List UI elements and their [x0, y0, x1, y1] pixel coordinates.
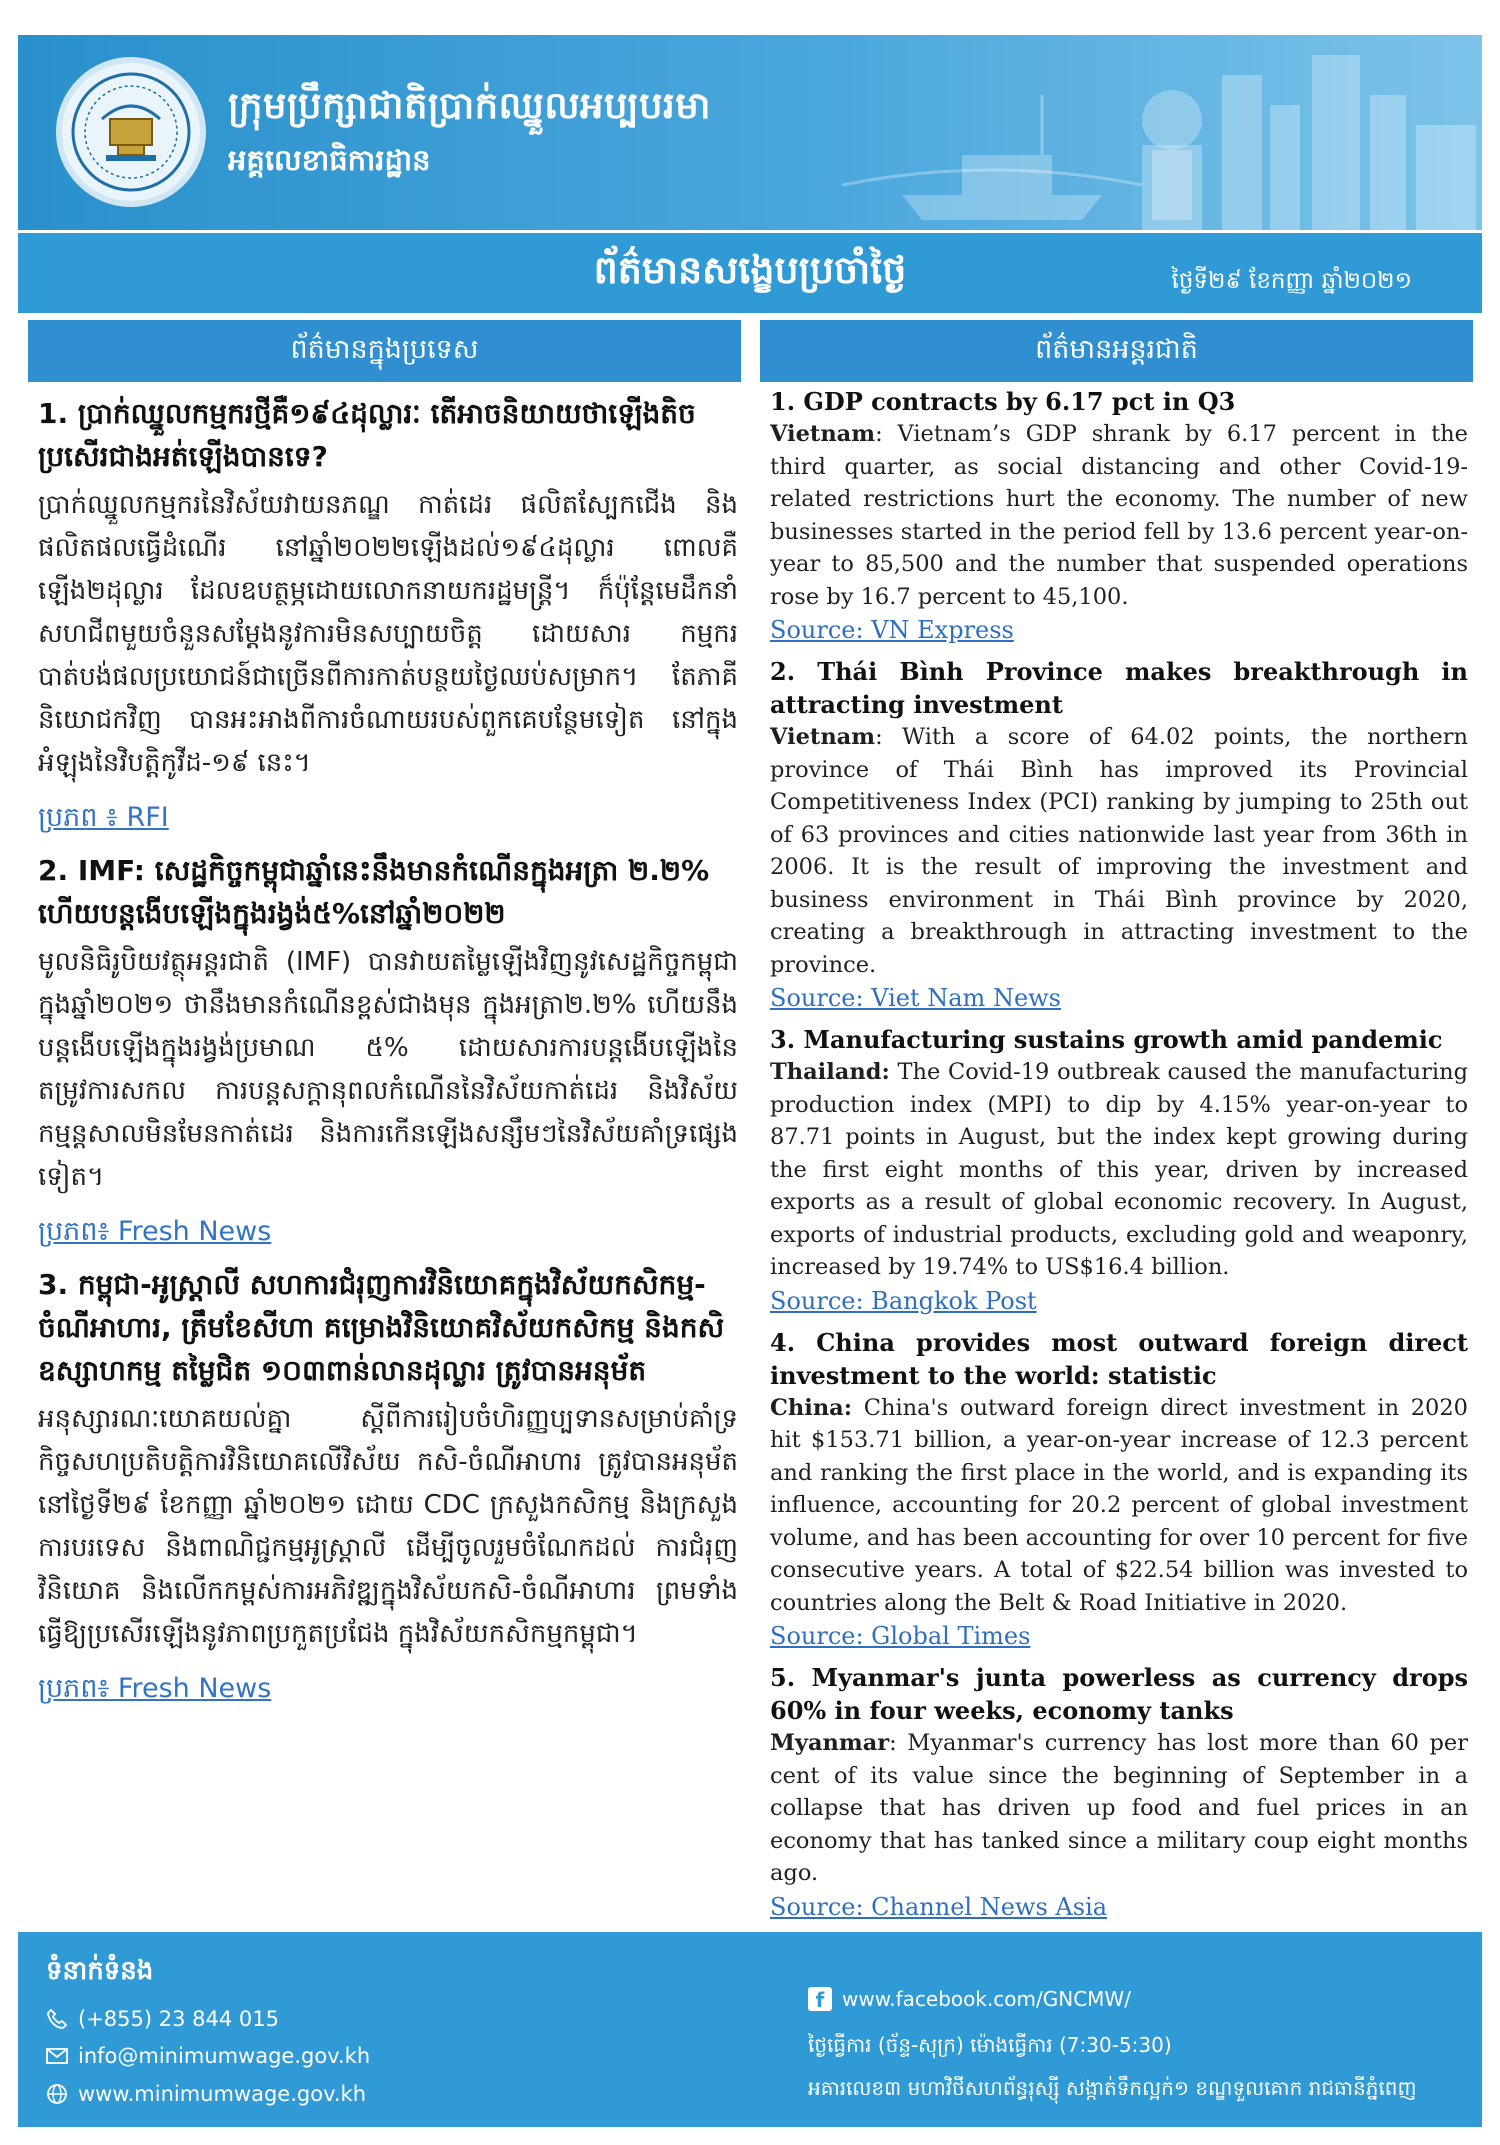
intl-news-country: Vietnam — [770, 724, 876, 750]
intl-news-item — [770, 1661, 1468, 1924]
organization-name: ក្រុមប្រឹក្សាជាតិប្រាក់ឈ្នួលអប្បបរមា — [228, 83, 712, 127]
office-address: អគារលេខ៣ មហាវិថីសហព័ន្ធរុស្ស៊ី សង្កាត់ទឹកល្អក់១ ខណ្ឌទួលគោក រាជធានីភ្នំពេញ — [808, 2076, 1417, 2100]
local-news-heading: ព័ត៌មានក្នុងប្រទេស — [28, 320, 741, 382]
phone-number: (+855) 23 844 015 — [78, 2007, 279, 2031]
intl-news-text: The Covid-19 outbreak caused the manufacturing production index (MPI) to dip by 4.15% year-on-year to 87.71 points in August, but the index kept growing during the first eight months of this year, driven by increased exports as a result of global economic recovery. In August, exports of industrial products, excluding gold and weaponry, increased by 19.74% to US$16.4 billion. — [770, 1059, 1468, 1280]
intl-news-country: Vietnam — [770, 421, 876, 447]
intl-news-body — [770, 418, 1468, 613]
intl-news-title: 5. Myanmar's junta powerless as currency drops 60% in four weeks, economy tanks — [770, 1663, 1468, 1725]
intl-news-title: 4. China provides most outward foreign direct investment to the world: statistic — [770, 1327, 1468, 1390]
phone-contact[interactable] — [46, 2007, 279, 2031]
intl-news-item — [770, 1023, 1468, 1318]
intl-news-item — [770, 385, 1468, 647]
facebook-contact[interactable] — [808, 1987, 1131, 2011]
intl-news-body — [770, 1392, 1468, 1620]
email-address: info@minimumwage.gov.kh — [78, 2044, 371, 2068]
mail-icon — [46, 2047, 68, 2065]
local-news-title: 3. កម្ពុជា-អូស្ត្រាលី សហការជំរុញការវិនិយោគក្នុងវិស័យកសិកម្ម-ចំណីអាហារ, ត្រឹមខែសីហា គម្រោងវិនិយោគវិស័យកសិកម្ម និងកសិឧស្សាហកម្ម តម្លៃជិត ១០៣ពាន់លានដុល្លារ ត្រូវបានអនុម័ត — [38, 1268, 725, 1387]
email-contact[interactable] — [46, 2044, 370, 2068]
intl-news-text: China's outward foreign direct investment in 2020 hit $153.71 billion, a year-on-year increase of 12.3 percent and ranking the first place in the world, and is expanding its influence, accounting for 20.2 percent of global investment volume, and has been accounting for over 10 percent for five consecutive years. A total of $22.54 billion was invested to countries along the Belt & Road Initiative in 2020. — [770, 1394, 1468, 1616]
intl-news-text: : Myanmar's currency has lost more than 60 per cent of its value since the beginning of September in a collapse that has driven up food and fuel prices in an economy that has tanked since a military coup eight months ago. — [770, 1730, 1468, 1886]
intl-news-body — [770, 1056, 1468, 1284]
document-title: ព័ត៌មានសង្ខេបប្រចាំថ្ងៃ — [593, 247, 907, 292]
intl-news-country: Thailand: — [770, 1059, 890, 1085]
globe-icon — [46, 2083, 68, 2105]
intl-news-text: : With a score of 64.02 points, the northern province of Thái Bình has improved its Provincial Competitiveness Index (PCI) ranking by jumping to 25th out of 63 provinces and cities nationwide last year from 36th in 2006. It is the result of improving the investment and business environment in Thái Bình province by 2020, creating a breakthrough in attracting investment to the province. — [770, 724, 1468, 978]
intl-news-source-link[interactable]: Source: Global Times — [770, 1622, 1031, 1650]
local-news-source-link[interactable]: ប្រភព៖ Fresh News — [38, 1673, 272, 1704]
intl-news-source-link[interactable]: Source: Channel News Asia — [770, 1892, 1108, 1921]
phone-icon — [46, 2008, 68, 2030]
international-news-column — [770, 385, 1468, 1930]
intl-news-item — [770, 1326, 1468, 1654]
local-news-item — [38, 392, 738, 839]
intl-news-title: 3. Manufacturing sustains growth amid pandemic — [770, 1025, 1443, 1054]
intl-news-country: Myanmar — [770, 1730, 890, 1756]
working-hours: ថ្ងៃធ្វើការ (ច័ន្ទ-សុក្រ) ម៉ោងធ្វើការ (7:30-5:30) — [808, 2033, 1172, 2057]
local-news-item — [38, 1263, 738, 1710]
council-logo — [56, 57, 206, 207]
local-news-body: ប្រាក់ឈ្នួលកម្មករនៃវិស័យវាយនភណ្ឌ កាត់ដេរ ផលិតស្បែកជើង និងផលិតផលធ្វើដំណើរ នៅឆ្នាំ២០២២ឡើងដល់១៩៤ដុល្លារ ពោលគឺឡើង២ដុល្លារ ដែលឧបត្ថម្ភដោយលោកនាយករដ្ឋមន្ត្រី។ ក៏ប៉ុន្តែមេដឹកនាំសហជីពមួយចំនួនសម្តែងនូវការមិនសប្បាយចិត្ត ដោយសារ កម្មករបាត់បង់ផលប្រយោជន៍ជាច្រើនពីការកាត់បន្ថយថ្ងៃឈប់សម្រាក។ តែភាគីនិយោជកវិញ បានអះអាងពីការចំណាយរបស់ពួកគេបន្ថែមទៀត នៅក្នុងអំឡុងនៃវិបត្តិកូវីដ-១៩ នេះ។ — [38, 490, 738, 778]
local-news-title: 2. IMF: សេដ្ឋកិច្ចកម្ពុជាឆ្នាំនេះនឹងមានកំណើនក្នុងអត្រា ២.២% ហើយបន្តងើបឡើងក្នុងរង្វង់៥%នៅឆ្នាំ២០២២ — [38, 854, 710, 930]
document-date: ថ្ងៃទី២៩ ខែកញ្ញា ឆ្នាំ២០២១ — [1171, 268, 1412, 294]
intl-news-title: 1. GDP contracts by 6.17 pct in Q3 — [770, 387, 1236, 416]
local-news-item — [38, 849, 738, 1253]
header-banner — [18, 35, 1482, 230]
intl-news-source-link[interactable]: Source: Viet Nam News — [770, 984, 1061, 1012]
international-news-heading: ព័ត៌មានអន្តរជាតិ — [760, 320, 1473, 382]
local-news-source-link[interactable]: ប្រភព៖ Fresh News — [38, 1216, 272, 1247]
website-url: www.minimumwage.gov.kh — [78, 2082, 367, 2106]
intl-news-text: : Vietnam’s GDP shrank by 6.17 percent in the third quarter, as social distancing and other Covid-19-related restrictions hurt the economy. The number of new businesses started in the period fell by 13.6 percent year-on-year to 85,500 and the number that suspended operations rose by 16.7 percent to 45,100. — [770, 421, 1468, 610]
local-news-source-link[interactable]: ប្រភព ៖ RFI — [38, 802, 169, 833]
city-skyline-illustration — [842, 35, 1482, 230]
intl-news-source-link[interactable]: Source: VN Express — [770, 616, 1014, 644]
intl-news-country: China: — [770, 1394, 853, 1421]
intl-news-title: 2. Thái Bình Province makes breakthrough in attracting investment — [770, 657, 1468, 719]
footer — [18, 1932, 1482, 2127]
local-news-column — [38, 392, 738, 1872]
contact-heading: ទំនាក់ទំនង — [46, 1956, 154, 1986]
local-news-body: អនុស្សារណៈយោគយល់គ្នា ស្តីពីការរៀបចំហិរញ្ញប្បទានសម្រាប់គាំទ្រកិច្ចសហប្រតិបត្តិការវិនិយោគលើវិស័យ កសិ-ចំណីអាហារ ត្រូវបានអនុម័ត នៅថ្ងៃទី២៩ ខែកញ្ញា ឆ្នាំ២០២១ ដោយ CDC ក្រសួងកសិកម្ម និងក្រសួងការបរទេស និងពាណិជ្ជកម្មអូស្ត្រាលី ដើម្បីចូលរួមចំណែកដល់ ការជំរុញវិនិយោគ និងលើកកម្ពស់ការអភិវឌ្ឍក្នុងវិស័យកសិ-ចំណីអាហារ ព្រមទាំងធ្វើឱ្យប្រសើរឡើងនូវភាពប្រកួតប្រជែង ក្នុងវិស័យកសិកម្មកម្ពុជា។ — [38, 1404, 738, 1649]
local-news-title: 1. ប្រាក់ឈ្នួលកម្មករថ្មីគឺ១៩៤ដុល្លារៈ តើអាចនិយាយថាឡើងតិច ប្រសើរជាងអត់ឡើងបានទេ? — [38, 397, 696, 473]
local-news-body: មូលនិធិរូបិយវត្ថុអន្តរជាតិ (IMF) បានវាយតម្លៃឡើងវិញនូវសេដ្ឋកិច្ចកម្ពុជា ក្នុងឆ្នាំ២០២១ ថានឹងមានកំណើនខ្ពស់ជាងមុន ក្នុងអត្រា២.២% ហើយនឹងបន្តងើបឡើងក្នុងរង្វង់ប្រមាណ ៥% ដោយសារការបន្តងើបឡើងនៃតម្រូវការសកល ការបន្តសក្តានុពលកំណើននៃវិស័យកាត់ដេរ និងវិស័យកម្មន្តសាលមិនមែនកាត់ដេរ និងការកើនឡើងសន្សឹមៗនៃវិស័យគាំទ្រផ្សេងទៀត។ — [38, 947, 738, 1192]
facebook-icon: f — [808, 1987, 832, 2011]
website-contact[interactable] — [46, 2082, 366, 2106]
intl-news-source-link[interactable]: Source: Bangkok Post — [770, 1286, 1037, 1315]
title-bar — [18, 230, 1482, 313]
intl-news-body — [770, 1727, 1468, 1890]
intl-news-item — [770, 655, 1468, 1015]
organization-department: អគ្គលេខាធិការដ្ឋាន — [228, 143, 431, 177]
facebook-url: www.facebook.com/GNCMW/ — [842, 1987, 1131, 2011]
intl-news-body — [770, 721, 1468, 981]
